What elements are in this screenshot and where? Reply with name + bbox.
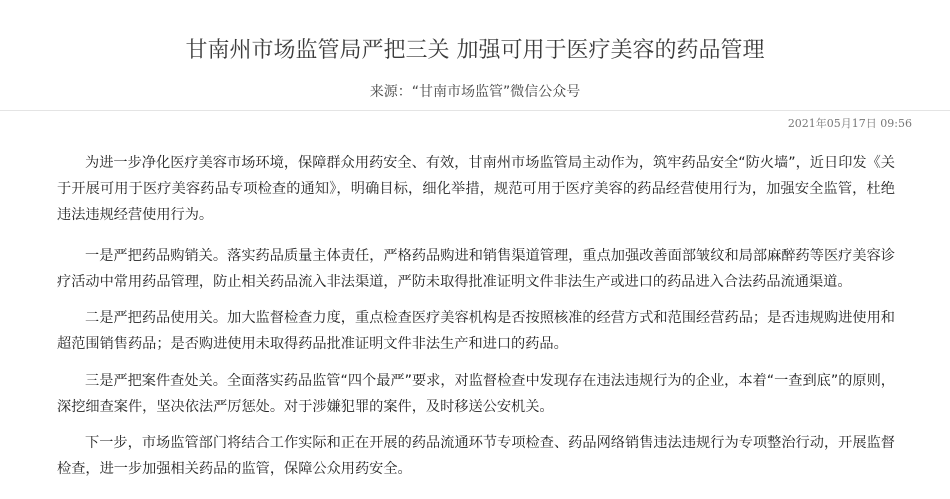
paragraph-case-handling: 三是严把案件查处关。全面落实药品监管“四个最严”要求，对监督检查中发现存在违法违规行为的企业，本着“一查到底”的原则，深挖细查案件，坚决依法严厉惩处。对于涉嫌犯罪的案件，及时移送公安机关。 — [57, 373, 895, 415]
paragraph-usage: 二是严把药品使用关。加大监督检查力度，重点检查医疗美容机构是否按照核准的经营方式和范围经营药品；是否违规购进使用和超范围销售药品；是否购进使用未取得药品批准证明文件非法生产和进口的药品。 — [57, 310, 895, 352]
paragraph-intro: 为进一步净化医疗美容市场环境，保障群众用药安全、有效，甘南州市场监管局主动作为，筑牢药品安全“防火墙”，近日印发《关于开展可用于医疗美容药品专项检查的通知》，明确目标，细化举措，规范可用于医疗美容的药品经营使用行为，加强安全监管，杜绝违法违规经营使用行为。 — [57, 155, 895, 223]
article-source: 来源：“甘南市场监管”微信公众号 — [369, 84, 581, 100]
article-title: 甘南州市场监管局严把三关 加强可用于医疗美容的药品管理 — [185, 38, 765, 63]
paragraph-next-step: 下一步，市场监管部门将结合工作实际和正在开展的药品流通环节专项检查、药品网络销售违法违规行为专项整治行动，开展监督检查，进一步加强相关药品的监管，保障公众用药安全。 — [57, 435, 895, 477]
header-divider — [0, 110, 950, 111]
paragraph-purchase-sale: 一是严把药品购销关。落实药品质量主体责任，严格药品购进和销售渠道管理，重点加强改善面部皱纹和局部麻醉药等医疗美容诊疗活动中常用药品管理，防止相关药品流入非法渠道，严防未取得批准证明文件非法生产或进口的药品进入合法药品流通渠道。 — [57, 248, 895, 290]
publish-date: 2021年05月17日 09:56 — [787, 117, 912, 130]
